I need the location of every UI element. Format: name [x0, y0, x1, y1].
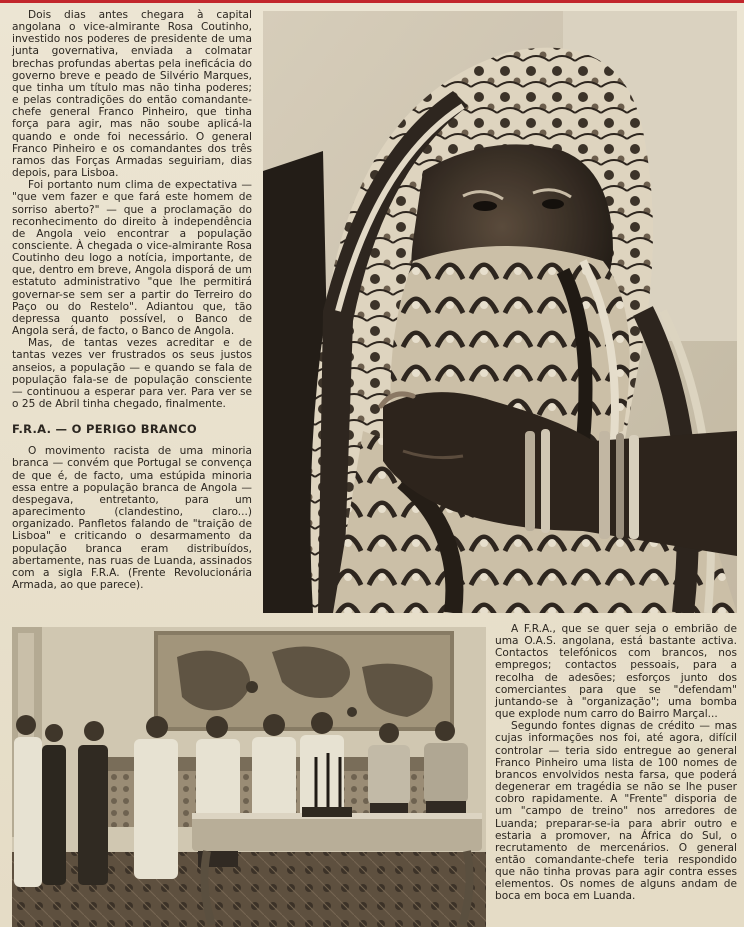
article-paragraph-2: Foi portanto num clima de expectativa — "que vem fazer e que fará este homem de sorriso aberto?" — que a proclamação do reconhecimento do direito à independência de Angola veio encontrar a população consciente. À chegada o vice-almirante Rosa Coutinho deu logo a notícia, importante, de que, dentro em breve, Angola disporá de um estatuto administrativo "que lhe permitirá governar-se sem ser a partir do Terreiro do Paço ou do Restelo". Adiantou que, tão depressa quanto possível, o Banco de Angola será, de facto, o Banco de Angola. — [12, 179, 252, 338]
article-right-column — [495, 623, 737, 903]
article-left-column — [12, 9, 252, 591]
photo-woman-headscarf — [263, 11, 737, 613]
article-paragraph-5: A F.R.A., que se quer seja o embrião de uma O.A.S. angolana, está bastante activa. Contactos telefónicos com brancos, nos empregos; contactos pessoais, para a recolha de adesões; esforços junto dos comerciantes para que se "defendam" juntando-se à "organização"; uma bomba que explode num carro do Bairro Marçal... — [495, 623, 737, 721]
article-paragraph-6: Segundo fontes dignas de crédito — mas cujas informações nos foi, até agora, difícil controlar — teria sido entregue ao general Franco Pinheiro uma lista de 100 nomes de brancos envolvidos nesta farsa, que poderá degenerar em tragédia se não se lhe puser cobro rapidamente. A "Frente" disporia de um "campo de treino" nos arredores de Luanda; preparar-se-ia para abrir outro e estaria a promover, na África do Sul, o recrutamento de mercenários. O general então comandante-chefe teria respondido que não tinha provas para agir contra esses elementos. Os nomes de alguns andam de boca em boca em Luanda. — [495, 720, 737, 903]
article-paragraph-3: Mas, de tantas vezes acreditar e de tantas vezes ver frustrados os seus justos anseios, a população — e quando se fala de população fala-se de população consciente — continuou a esperar para ver. Para ver se o 25 de Abril tinha chegado, finalmente. — [12, 337, 252, 410]
photo-woman-headscarf-image — [263, 11, 737, 613]
article-paragraph-1: Dois dias antes chegara à capital angolana o vice-almirante Rosa Coutinho, investido nos poderes de presidente de uma junta governativa, enviada a colmatar brechas profundas abertas pela ineficácia do governo breve e peado de Silvério Marques, que tinha um título mas não tinha poderes; e pelas contradições do então comandante-chefe general Franco Pinheiro, que tinha força para agir, mas não soube aplicá-la quando e onde foi necessário. O general Franco Pinheiro e os comandantes dos três ramos das Forças Armadas seguiriam, dias depois, para Lisboa. — [12, 9, 252, 180]
photo-press-conference-image — [12, 627, 486, 927]
section-heading: F.R.A. — O PERIGO BRANCO — [12, 422, 197, 437]
photo-press-conference — [12, 627, 486, 927]
article-paragraph-4: O movimento racista de uma minoria branca — convém que Portugal se convença de que é, de facto, uma estúpida minoria essa entre a população branca de Angola — despegava, entretanto, para um aparecimento (clandestino, claro...) organizado. Panfletos falando de "traição de Lisboa" e criticando o desarmamento da população branca eram distribuídos, abertamente, nas ruas de Luanda, assinados com a sigla F.R.A. (Frente Revolucionária Armada, ao que parece). — [12, 445, 252, 592]
